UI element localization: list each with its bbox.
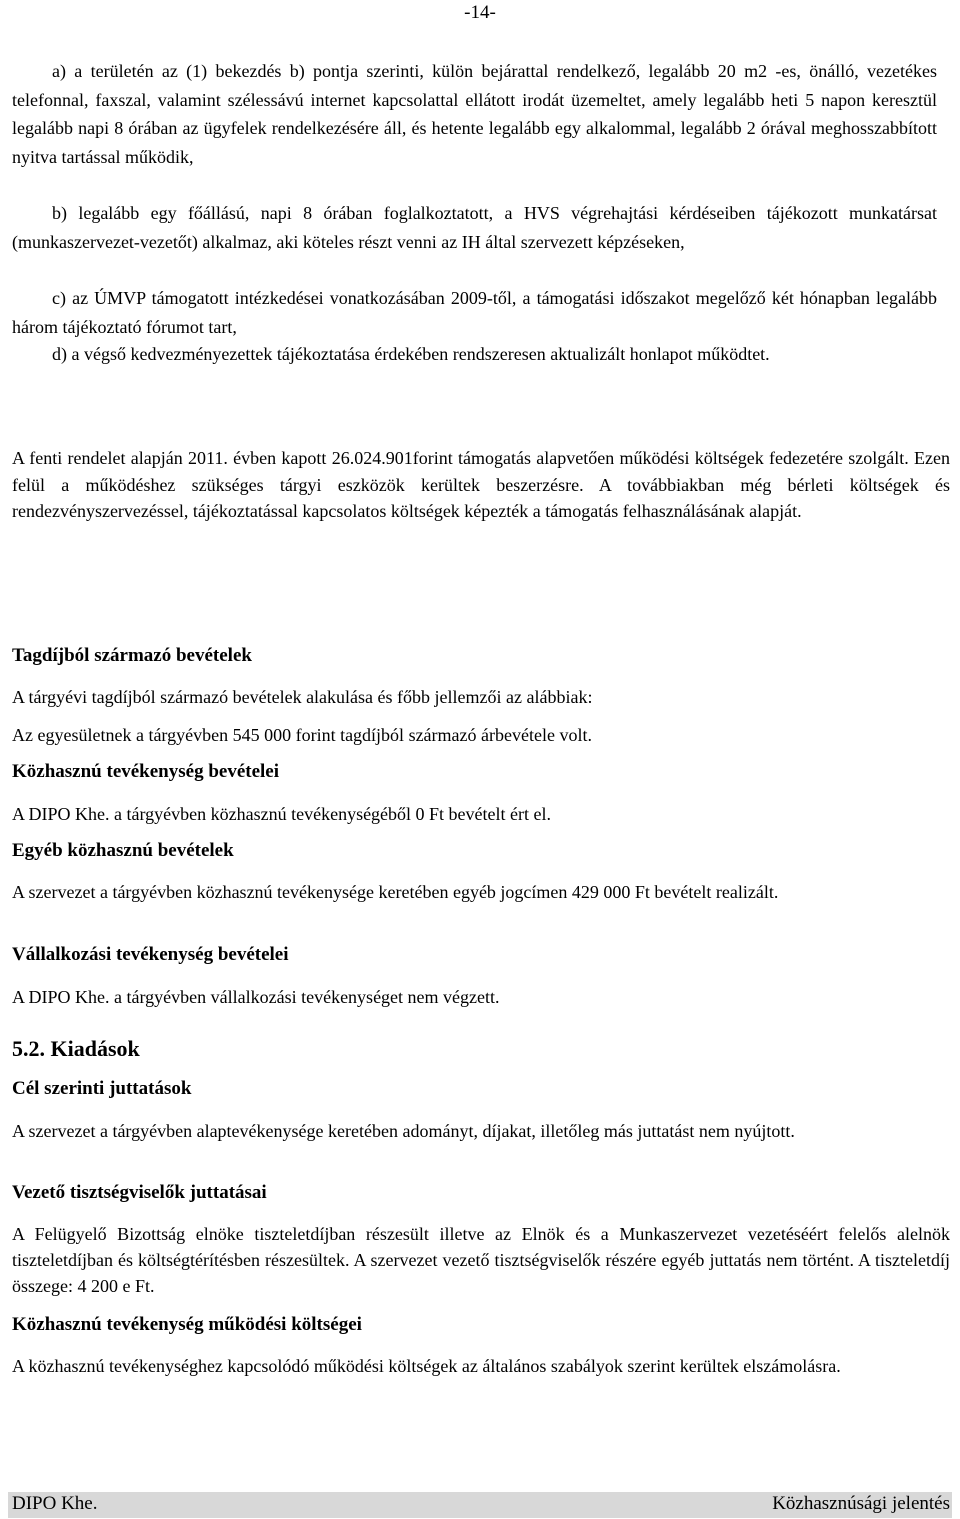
egyeb-heading: Egyéb közhasznú bevételek <box>12 840 234 861</box>
kozhasznu-bevetel-heading: Közhasznú tevékenység bevételei <box>12 761 280 782</box>
page-number: -14- <box>464 2 496 23</box>
footer-org: DIPO Khe. <box>12 1493 98 1514</box>
vezeto-heading: Vezető tisztségviselők juttatásai <box>12 1182 267 1203</box>
list-item-c <box>12 284 937 341</box>
list-item-c-text: c) az ÚMVP támogatott intézkedései vonatkozásában 2009-től, a támogatási időszakot megelőző két hónapban legalább három tájékoztató fórumot tart, <box>12 288 937 337</box>
tagdij-line1: A tárgyévi tagdíjból származó bevételek alakulása és főbb jellemzői az alábbiak: <box>12 687 593 707</box>
vallalkozasi-text: A DIPO Khe. a tárgyévben vállalkozási tevékenységet nem végzett. <box>12 987 500 1007</box>
list-item-a <box>12 57 937 171</box>
mukodesi-text: A közhasznú tevékenységhez kapcsolódó működési költségek az általános szabályok szerint kerültek elszámolásra. <box>12 1356 841 1376</box>
list-item-b <box>12 199 937 256</box>
footer-report-title: Közhasznúsági jelentés <box>772 1493 950 1514</box>
kiadasok-heading: 5.2. Kiadások <box>12 1036 140 1061</box>
tagdij-heading: Tagdíjból származó bevételek <box>12 645 252 666</box>
cel-text: A szervezet a tárgyévben alaptevékenysége keretében adományt, díjakat, illetőleg más juttatást nem nyújtott. <box>12 1121 795 1141</box>
kozhasznu-bevetel-text: A DIPO Khe. a tárgyévben közhasznú tevékenységéből 0 Ft bevételt ért el. <box>12 804 552 824</box>
list-item-a-text: a) a területén az (1) bekezdés b) pontja szerinti, külön bejárattal rendelkező, legalább 20 m2 -es, önálló, vezetékes telefonnal, faxszal, valamint szélessávú internet kapcsolattal ellátott irodát üzemeltet, amely legalább heti 5 napon keresztül legalább napi 8 órában az ügyfelek rendelkezésére áll, és hetente legalább egy alkalommal, legalább 2 órával meghosszabbított nyitva tartással működik, <box>12 61 937 167</box>
vallalkozasi-heading: Vállalkozási tevékenység bevételei <box>12 944 289 965</box>
mukodesi-heading: Közhasznú tevékenység működési költségei <box>12 1314 362 1335</box>
page-footer <box>8 1492 952 1518</box>
egyeb-text: A szervezet a tárgyévben közhasznú tevékenysége keretében egyéb jogcímen 429 000 Ft bevételt realizált. <box>12 882 779 902</box>
list-item-d <box>12 340 937 369</box>
vezeto-text: A Felügyelő Bizottság elnöke tiszteletdíjban részesült illetve az Elnök és a Munkaszervezet vezetéséért felelős alelnök tiszteletdíjban és költségtérítésben részesültek. A szervezet vezető tisztségviselők részére egyéb juttatás nem történt. A tiszteletdíj összege: 4 200 e Ft. <box>12 1224 950 1296</box>
list-item-d-text: d) a végső kedvezményezettek tájékoztatása érdekében rendszeresen aktualizált honlapot működtet. <box>52 344 770 364</box>
intro-paragraph: A fenti rendelet alapján 2011. évben kapott 26.024.901forint támogatás alapvetően működési költségek fedezetére szolgált. Ezen felül a működéshez szükséges tárgyi eszközök kerültek beszerzésre. A továbbiakban még bérleti költségek és rendezvényszervezéssel, tájékoztatással kapcsolatos költségek képezték a támogatás felhasználásának alapját. <box>12 448 950 521</box>
list-item-b-text: b) legalább egy főállású, napi 8 órában foglalkoztatott, a HVS végrehajtási kérdéseiben tájékozott munkatársat (munkaszervezet-vezetőt) alkalmaz, aki köteles részt venni az IH által szervezett képzéseken, <box>12 203 937 252</box>
tagdij-line2: Az egyesületnek a tárgyévben 545 000 forint tagdíjból származó árbevétele volt. <box>12 725 592 745</box>
cel-heading: Cél szerinti juttatások <box>12 1078 192 1099</box>
